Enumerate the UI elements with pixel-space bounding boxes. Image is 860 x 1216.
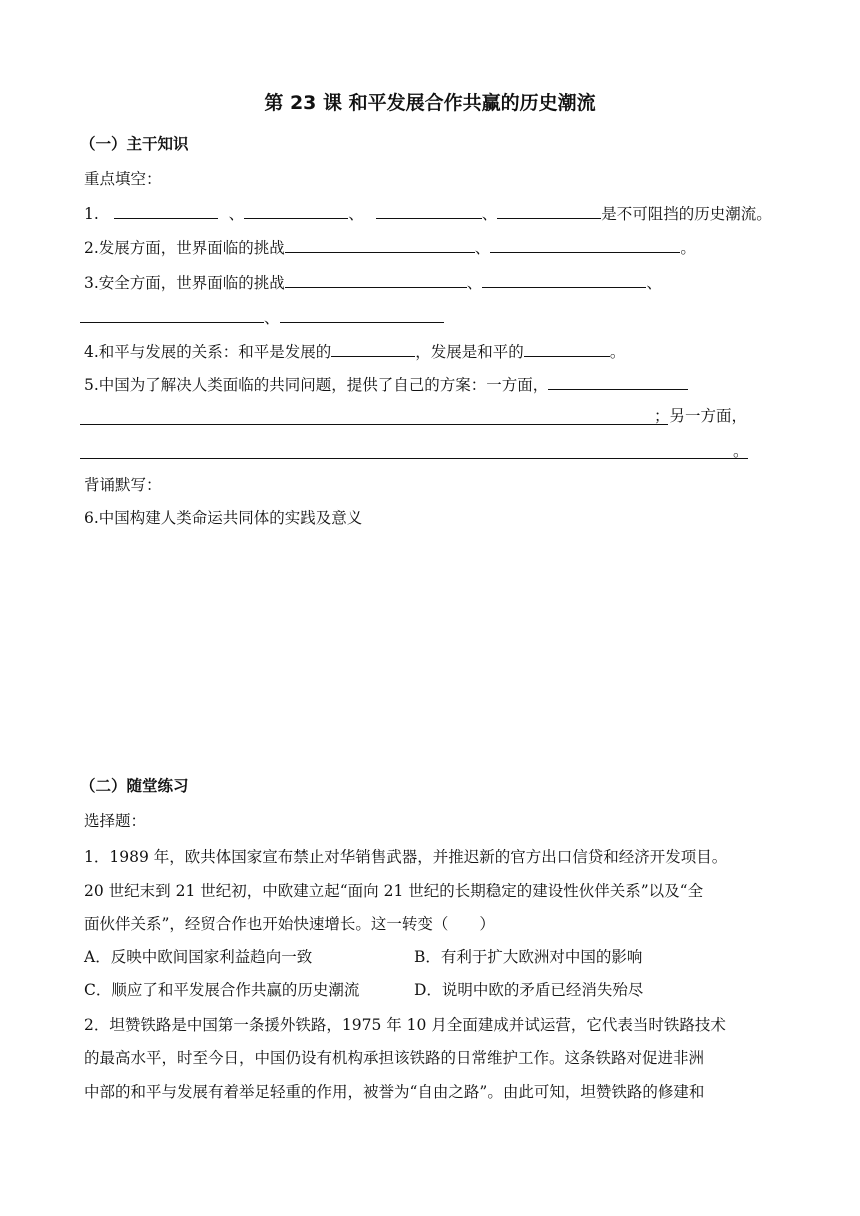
question-5-end: 。 — [733, 442, 749, 460]
fill-blank-heading: 重点填空： — [84, 170, 162, 188]
option-d[interactable]: D．说明中欧的矛盾已经消失殆尽 — [414, 981, 644, 999]
mc-question-1-line-1: 1．1989 年，欧共体国家宣布禁止对华销售武器，并推迟新的官方出口信贷和经济开发项目。 — [84, 848, 728, 866]
blank-1d[interactable] — [497, 202, 601, 219]
mc-question-1-line-2: 20 世纪末到 21 世纪初，中欧建立起“面向 21 世纪的长期稳定的建设性伙伴关系”以及“全 — [84, 882, 704, 900]
page-title: 第 23 课 和平发展合作共赢的历史潮流 — [264, 92, 596, 114]
blank-2b[interactable] — [490, 236, 680, 253]
blank-1b[interactable] — [244, 202, 348, 219]
blank-1c[interactable] — [376, 202, 482, 219]
option-b[interactable]: B．有利于扩大欧洲对中国的影响 — [414, 948, 643, 966]
separator: 、 — [646, 274, 662, 292]
blank-4b[interactable] — [524, 340, 610, 357]
blank-1a[interactable] — [114, 202, 218, 219]
separator: 、 — [348, 205, 364, 223]
separator: 、 — [474, 239, 491, 257]
choice-heading: 选择题： — [84, 812, 147, 830]
question-4 — [84, 340, 625, 363]
section-heading-main-knowledge: （一）主干知识 — [80, 135, 189, 153]
blank-3b[interactable] — [482, 271, 646, 288]
blank-3d[interactable] — [280, 306, 444, 323]
question-4-text: 4.和平与发展的关系：和平是发展的 — [84, 343, 332, 361]
blank-5b[interactable] — [80, 424, 668, 425]
option-a[interactable]: A．反映中欧间国家利益趋向一致 — [84, 948, 313, 966]
section-heading-practice: （二）随堂练习 — [80, 777, 189, 795]
question-1-number: 1. — [84, 205, 99, 223]
question-2 — [84, 236, 696, 259]
question-2-end: 。 — [680, 239, 696, 257]
question-3 — [84, 271, 662, 294]
mc-question-2-line-3: 中部的和平与发展有着举足轻重的作用，被誉为“自由之路”。由此可知，坦赞铁路的修建和 — [84, 1083, 705, 1101]
separator: 、 — [481, 205, 498, 223]
blank-4a[interactable] — [331, 340, 415, 357]
question-6: 6.中国构建人类命运共同体的实践及意义 — [84, 509, 363, 527]
question-2-text: 2.发展方面，世界面临的挑战 — [84, 239, 285, 257]
question-1 — [84, 202, 772, 225]
question-4-end: 。 — [609, 343, 626, 361]
blank-5c[interactable] — [80, 458, 748, 459]
mc-question-1-line-3: 面伙伴关系”，经贸合作也开始快速增长。这一转变（ ） — [84, 915, 495, 933]
recite-heading: 背诵默写： — [84, 476, 162, 494]
blank-2a[interactable] — [285, 236, 475, 253]
question-5 — [84, 373, 688, 396]
question-3-text: 3.安全方面，世界面临的挑战 — [84, 274, 285, 292]
separator: 、 — [264, 309, 280, 327]
separator: 、 — [466, 274, 483, 292]
question-5-text: 5.中国为了解决人类面临的共同问题，提供了自己的方案：一方面， — [84, 376, 549, 394]
option-c[interactable]: C．顺应了和平发展合作共赢的历史潮流 — [84, 981, 360, 999]
question-1-tail: 是不可阻挡的历史潮流。 — [601, 205, 772, 223]
question-5-mid: ；另一方面， — [654, 407, 748, 425]
question-4-mid: ，发展是和平的 — [415, 343, 524, 361]
blank-3c[interactable] — [80, 306, 264, 323]
blank-3a[interactable] — [285, 271, 467, 288]
mc-question-2-line-1: 2．坦赞铁路是中国第一条援外铁路，1975 年 10 月全面建成并试运营，它代表当时铁路技术 — [84, 1016, 726, 1034]
blank-5a[interactable] — [548, 373, 688, 390]
separator: 、 — [228, 205, 245, 223]
question-3-continued — [80, 306, 444, 329]
mc-question-2-line-2: 的最高水平，时至今日，中国仍设有机构承担该铁路的日常维护工作。这条铁路对促进非洲 — [84, 1049, 705, 1067]
